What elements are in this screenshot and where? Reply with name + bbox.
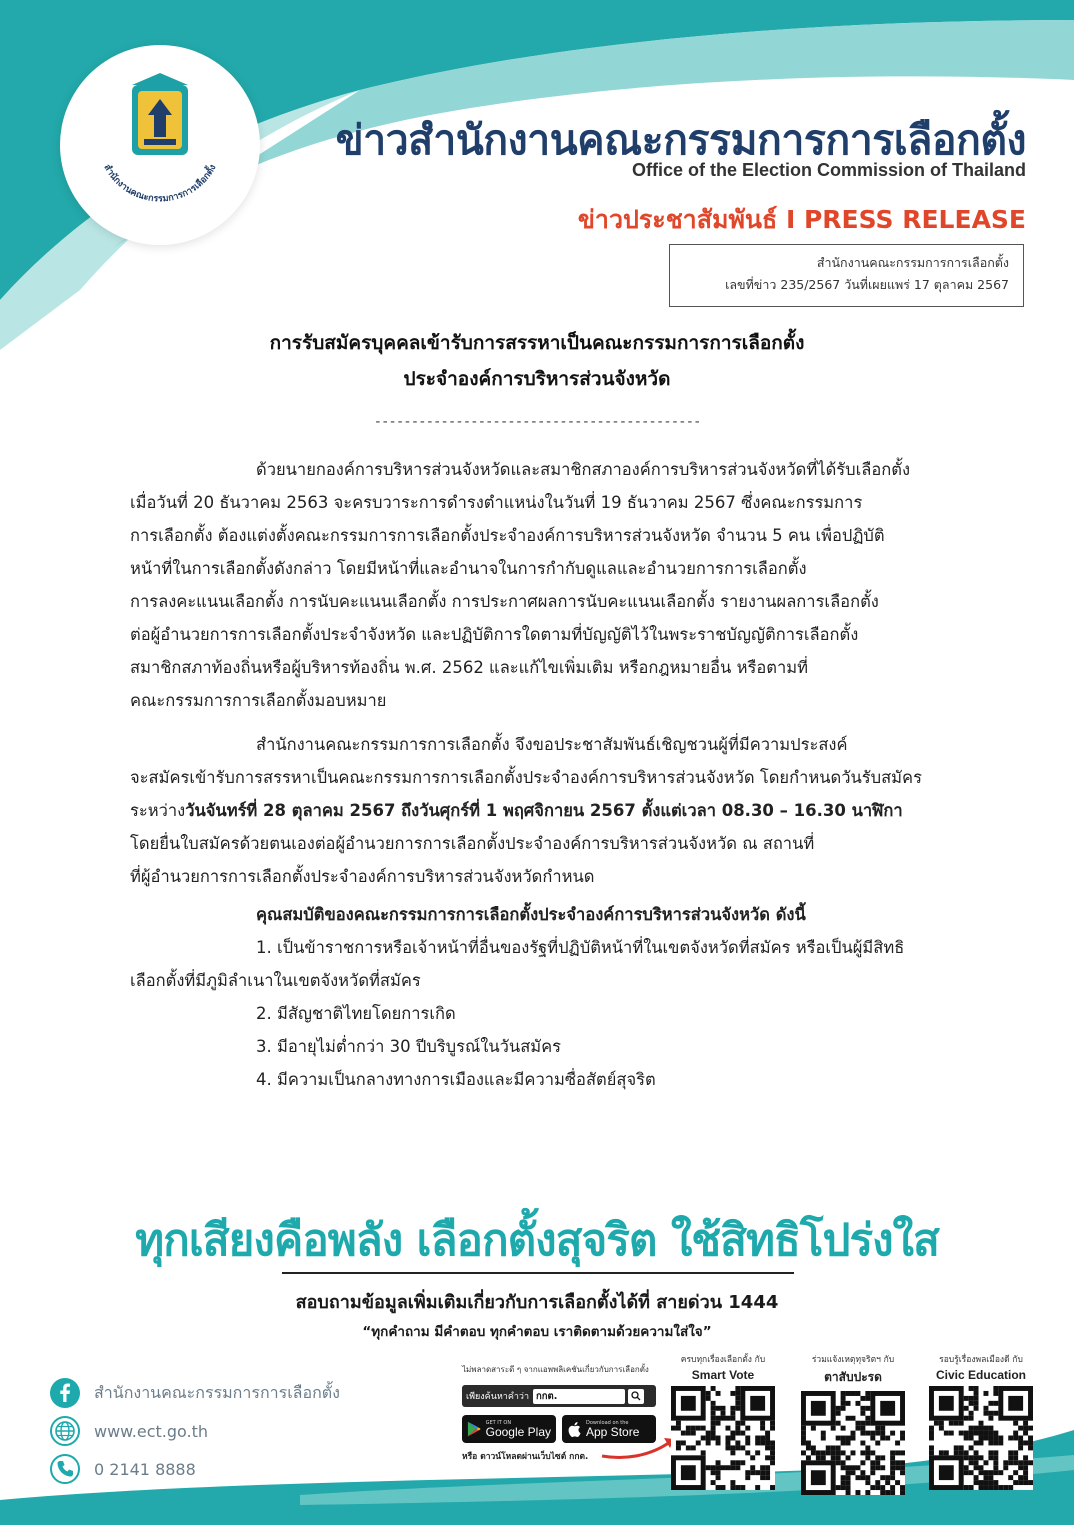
qualification-item: 3. มีอายุไม่ต่ำกว่า 30 ปีบริบูรณ์ในวันสมัคร <box>256 1037 562 1056</box>
document-title-line2: ประจำองค์การบริหารส่วนจังหวัด <box>403 368 671 390</box>
website-contact[interactable] <box>50 1416 208 1446</box>
qualification-item: 4. มีความเป็นกลางทางการเมืองและมีความซื่อสัตย์สุจริต <box>256 1070 656 1089</box>
search-icon <box>628 1389 644 1404</box>
paragraph-line: ด้วยนายกองค์การบริหารส่วนจังหวัดและสมาชิกสภาองค์การบริหารส่วนจังหวัดที่ได้รับเลือกตั้ง <box>256 460 911 479</box>
paragraph-line: เมื่อวันที่ 20 ธันวาคม 2563 จะครบวาระการดำรงตำแหน่งในวันที่ 19 ธันวาคม 2567 ซึ่งคณะกรรมการ <box>130 493 863 512</box>
qr-caption: ครบทุกเรื่องเลือกตั้ง กับ <box>680 1355 766 1365</box>
paragraph-line: คณะกรรมการการเลือกตั้งมอบหมาย <box>130 691 387 710</box>
header-title-en: Office of the Election Commission of Thailand <box>631 160 1026 180</box>
qr-ta-sapparot[interactable] <box>798 1352 908 1499</box>
paragraph-line: การลงคะแนนเลือกตั้ง การนับคะแนนเลือกตั้ง การประกาศผลการนับคะแนนเลือกตั้ง รายงานผลการเลือกตั้ง <box>130 592 879 611</box>
phone-contact[interactable] <box>50 1454 196 1484</box>
paragraph-line: จะสมัครเข้ารับการสรรหาเป็นคณะกรรมการการเลือกตั้งประจำองค์การบริหารส่วนจังหวัด โดยกำหนดวันรับสมัคร <box>130 768 922 787</box>
qr-code-icon <box>801 1391 905 1495</box>
paragraph-line: การเลือกตั้ง ต้องแต่งตั้งคณะกรรมการการเลือกตั้งประจำองค์การบริหารส่วนจังหวัด จำนวน 5 คน เพื่อปฏิบัติ <box>130 526 885 545</box>
qualification-item-continuation: เลือกตั้งที่มีภูมิลำเนาในเขตจังหวัดที่สมัคร <box>130 971 421 990</box>
paragraph-2 <box>130 728 944 893</box>
qr-civic-education[interactable] <box>926 1352 1036 1494</box>
apple-icon <box>567 1421 581 1438</box>
facebook-page-name: สำนักงานคณะกรรมการการเลือกตั้ง <box>94 1382 340 1402</box>
qualifications-section <box>130 898 944 1096</box>
qualification-item: 2. มีสัญชาติไทยโดยการเกิด <box>256 1004 456 1023</box>
facebook-contact[interactable] <box>50 1378 340 1408</box>
qr-caption: ร่วมแจ้งเหตุทุจริตฯ กับ <box>811 1355 895 1365</box>
paragraph-line: หน้าที่ในการเลือกตั้งดังกล่าว โดยมีหน้าที่และอำนาจในการกำกับดูแลและอำนวยการการเลือกตั้ง <box>130 559 807 578</box>
slogan-divider <box>282 1272 794 1274</box>
qr-caption: รอบรู้เรื่องพลเมืองดี กับ <box>939 1355 1023 1365</box>
google-play-icon <box>467 1420 482 1438</box>
app-store-label: App Store <box>586 1424 640 1439</box>
paragraph-line: ต่อผู้อำนวยการการเลือกตั้งประจำจังหวัด และปฏิบัติการใดตามที่บัญญัติไว้ในพระราชบัญญัติการเลือกตั้ง <box>130 625 859 644</box>
phone-icon <box>50 1454 80 1484</box>
title-divider: -------------------------------------------- <box>373 414 701 430</box>
app-store-small: Download on the <box>586 1419 629 1426</box>
facebook-icon <box>50 1378 80 1408</box>
app-search-bar <box>462 1385 656 1407</box>
hotline-text: สอบถามข้อมูลเพิ่มเติมเกี่ยวกับการเลือกตั้งได้ที่ สายด่วน 1444 <box>295 1292 779 1313</box>
google-play-small: GET IT ON <box>485 1419 512 1426</box>
qr-app-name: Civic Education <box>935 1368 1027 1382</box>
qualifications-heading: คุณสมบัติของคณะกรรมการการเลือกตั้งประจำองค์การบริหารส่วนจังหวัด ดังนี้ <box>256 905 806 924</box>
ect-emblem-icon <box>60 45 260 245</box>
search-label: เพียงค้นหาคำว่า <box>466 1392 530 1402</box>
qr-smart-vote[interactable] <box>668 1352 778 1494</box>
paragraph-line: สมาชิกสภาท้องถิ่นหรือผู้บริหารท้องถิ่น พ.ศ. 2562 และแก้ไขเพิ่มเติม หรือกฎหมายอื่น หรือตามที่ <box>130 658 808 677</box>
hotline-quote: “ทุกคำถาม มีคำตอบ ทุกคำตอบ เราติดตามด้วยความใส่ใจ” <box>362 1324 712 1340</box>
search-term: กกต. <box>533 1389 625 1404</box>
google-play-badge[interactable] <box>462 1415 556 1443</box>
qr-app-name: Smart Vote <box>691 1368 755 1382</box>
svg-text:สำนักงานคณะกรรมการการเลือกตั้ง: สำนักงานคณะกรรมการการเลือกตั้ง <box>101 162 219 205</box>
qr-app-name: ตาสับปะรด <box>824 1370 882 1384</box>
paragraph-line: โดยยื่นใบสมัครด้วยตนเองต่อผู้อำนวยการการเลือกตั้งประจำองค์การบริหารส่วนจังหวัด ณ สถานที่ <box>130 834 815 853</box>
application-period-line <box>130 794 944 827</box>
ect-logo <box>60 45 260 245</box>
globe-icon <box>50 1416 80 1446</box>
header-title-th: ข่าวสำนักงานคณะกรรมการการเลือกตั้ง <box>335 116 1026 164</box>
paragraph-line: สำนักงานคณะกรรมการการเลือกตั้ง จึงขอประชาสัมพันธ์เชิญชวนผู้ที่มีความประสงค์ <box>256 735 848 754</box>
reference-office: สำนักงานคณะกรรมการการเลือกตั้ง <box>816 255 1009 270</box>
paragraph-line: ที่ผู้อำนวยการการเลือกตั้งประจำองค์การบริหารส่วนจังหวัดกำหนด <box>130 867 595 886</box>
press-release-label: ข่าวประชาสัมพันธ์ I PRESS RELEASE <box>577 205 1026 234</box>
google-play-label: Google Play <box>485 1424 551 1439</box>
qr-code-icon <box>929 1386 1033 1490</box>
application-period-prefix: ระหว่าง <box>130 801 186 820</box>
reference-number: เลขที่ข่าว 235/2567 วันที่เผยแพร่ 17 ตุลาคม 2567 <box>725 277 1009 292</box>
app-note: ไม่พลาดสาระดี ๆ จากแอพพลิเคชันเกี่ยวกับการเลือกตั้ง <box>462 1365 649 1374</box>
application-period-dates: วันจันทร์ที่ 28 ตุลาคม 2567 ถึงวันศุกร์ที่ 1 พฤศจิกายน 2567 ตั้งแต่เวลา 08.30 – 16.30 นาฬิกา <box>185 801 903 820</box>
qr-code-icon <box>671 1386 775 1490</box>
reference-box <box>669 244 1024 307</box>
phone-number: 0 2141 8888 <box>94 1459 196 1479</box>
campaign-slogan: ทุกเสียงคือพลัง เลือกตั้งสุจริต ใช้สิทธิโปร่งใส <box>135 1215 939 1266</box>
document-title-line1: การรับสมัครบุคคลเข้ารับการสรรหาเป็นคณะกรรมการการเลือกตั้ง <box>269 332 805 354</box>
paragraph-1 <box>130 453 944 717</box>
website-url: www.ect.go.th <box>94 1421 209 1441</box>
qualification-item: 1. เป็นข้าราชการหรือเจ้าหน้าที่อื่นของรัฐที่ปฏิบัติหน้าที่ในเขตจังหวัดที่สมัคร หรือเป็นผู้มีสิทธิ <box>256 938 905 957</box>
download-note: หรือ ดาวน์โหลดผ่านเว็บไซต์ กกต. <box>462 1452 589 1462</box>
